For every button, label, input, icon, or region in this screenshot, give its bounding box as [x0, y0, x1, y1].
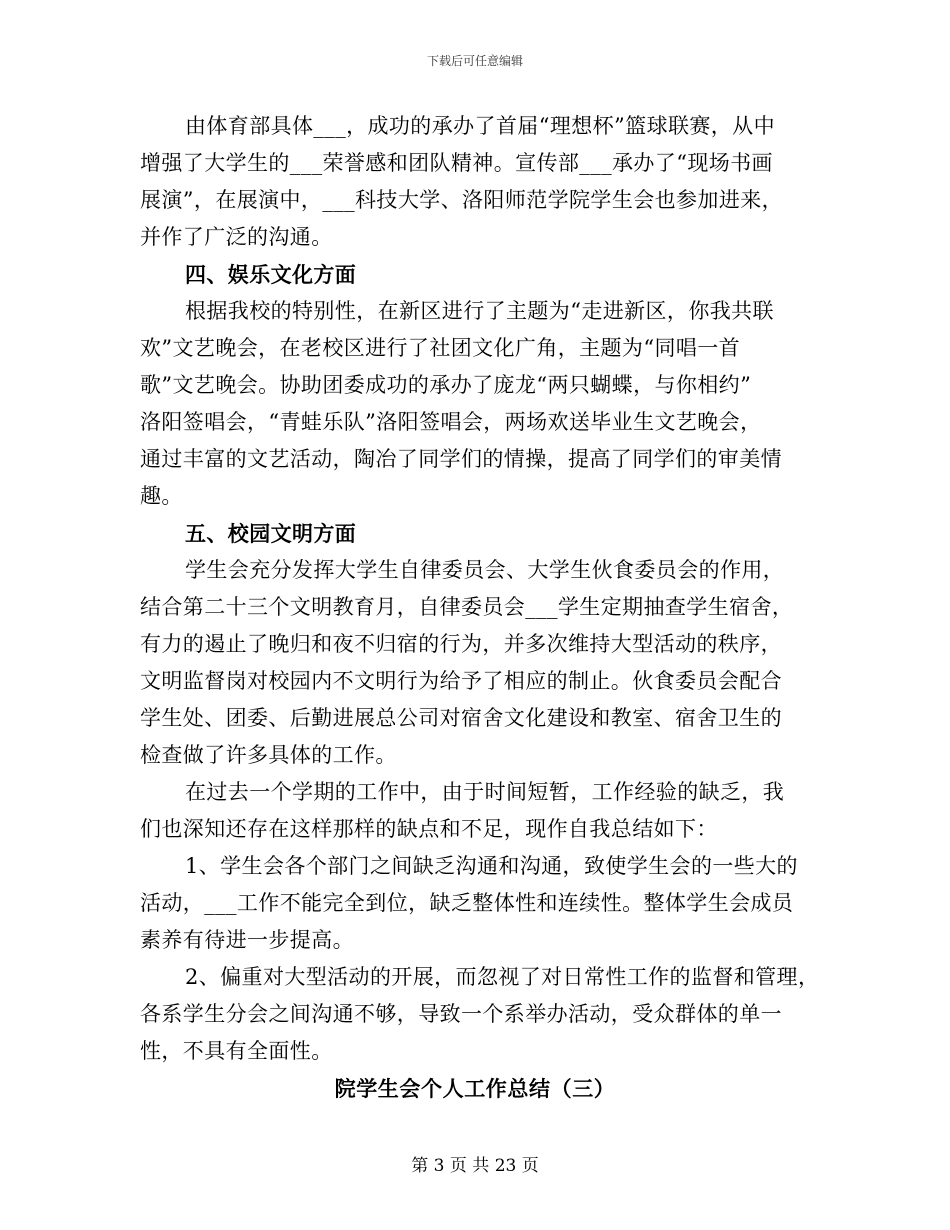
text-line: 素养有待进一步提高。 — [140, 928, 354, 952]
paragraph-civility — [140, 552, 830, 774]
text-line: 并作了广泛的沟通。 — [140, 225, 333, 249]
section-title: 院学生会个人工作总结（三） — [334, 1076, 616, 1101]
text-line: 趣。 — [140, 484, 183, 508]
text-line: 欢”文艺晚会，在老校区进行了社团文化广角，主题为“同唱一首 — [140, 336, 741, 360]
text-line: 学生会充分发挥大学生自律委员会、大学生伙食委员会的作用， — [185, 558, 785, 582]
text-line: 通过丰富的文艺活动，陶冶了同学们的情操，提高了同学们的审美情 — [140, 447, 782, 471]
text-line: 有力的遏止了晚归和夜不归宿的行为，并多次维持大型活动的秩序， — [140, 632, 782, 656]
paragraph-self-review — [140, 774, 830, 848]
text-line: 学生处、团委、后勤进展总公司对宿舍文化建设和教室、宿舍卫生的 — [140, 706, 782, 730]
section-heading-entertainment: 四、娱乐文化方面 — [185, 262, 357, 287]
paragraph-shortcoming-1 — [140, 848, 830, 959]
text-line: 洛阳签唱会，“青蛙乐队”洛阳签唱会，两场欢送毕业生文艺晚会， — [140, 410, 762, 434]
document-body — [140, 108, 830, 1070]
text-line: 性，不具有全面性。 — [140, 1039, 333, 1063]
text-line: 文明监督岗对校园内不文明行为给予了相应的制止。伙食委员会配合 — [140, 669, 782, 693]
paragraph-entertainment — [140, 293, 830, 515]
section-heading-civility: 五、校园文明方面 — [185, 521, 357, 546]
text-line: 1、学生会各个部门之间缺乏沟通和沟通，致使学生会的一些大的 — [185, 854, 798, 878]
page-footer: 第 3 页 共 23 页 — [411, 1156, 539, 1176]
text-line: 增强了大学生的___荣誉感和团队精神。宣传部___承办了“现场书画 — [140, 151, 773, 175]
text-line: 活动，___工作不能完全到位，缺乏整体性和连续性。整体学生会成员 — [140, 891, 794, 915]
page-header: 下载后可任意编辑 — [426, 54, 523, 68]
text-line: 检查做了许多具体的工作。 — [140, 743, 397, 767]
paragraph-shortcoming-2 — [140, 959, 830, 1070]
text-line: 在过去一个学期的工作中，由于时间短暂，工作经验的缺乏，我 — [185, 780, 785, 804]
text-line: 歌”文艺晚会。协助团委成功的承办了庞龙“两只蝴蝶，与你相约” — [140, 373, 752, 397]
text-line: 结合第二十三个文明教育月，自律委员会___学生定期抽查学生宿舍， — [140, 595, 794, 619]
text-line: 由体育部具体___，成功的承办了首届“理想杯”篮球联赛，从中 — [185, 114, 775, 138]
text-line: 展演”，在展演中，___科技大学、洛阳师范学院学生会也参加进来， — [140, 188, 784, 212]
paragraph-sports — [140, 108, 830, 256]
text-line: 根据我校的特别性，在新区进行了主题为“走进新区，你我共联 — [185, 299, 774, 323]
text-line: 2、偏重对大型活动的开展，而忽视了对日常性工作的监督和管理， — [185, 965, 820, 989]
text-line: 们也深知还存在这样那样的缺点和不足，现作自我总结如下： — [140, 817, 718, 841]
text-line: 各系学生分会之间沟通不够，导致一个系举办活动，受众群体的单一 — [140, 1002, 782, 1026]
